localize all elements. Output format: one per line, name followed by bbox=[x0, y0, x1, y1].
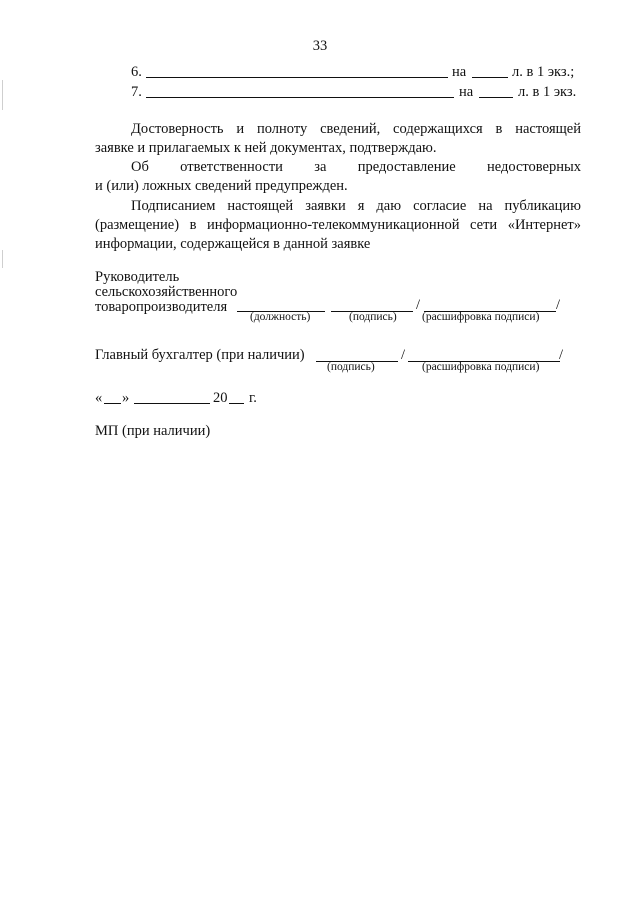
head-caption-position: (должность) bbox=[250, 311, 311, 323]
paragraph-confirmation-line2: заявке и прилагаемых к ней документах, подтверждаю. bbox=[95, 140, 437, 156]
page-number: 33 bbox=[312, 38, 328, 54]
list-item-6-sheets-blank[interactable] bbox=[472, 77, 508, 78]
head-slash-1: / bbox=[416, 297, 421, 313]
list-item-7-blank[interactable] bbox=[146, 97, 454, 98]
paragraph-confirmation-line1: Достоверность и полноту сведений, содержащихся в настоящей bbox=[131, 121, 581, 137]
accountant-slash-1: / bbox=[401, 347, 406, 363]
scan-edge-mark bbox=[2, 250, 3, 268]
paragraph-responsibility-line2: и (или) ложных сведений предупрежден. bbox=[95, 178, 348, 194]
head-caption-decoding: (расшифровка подписи) bbox=[422, 311, 540, 323]
stamp-label: МП (при наличии) bbox=[95, 423, 211, 439]
head-title-line2: сельскохозяйственного bbox=[95, 284, 238, 300]
paragraph-consent-line3: информации, содержащейся в данной заявке bbox=[95, 236, 371, 252]
date-year-suffix: г. bbox=[249, 390, 257, 406]
date-year-prefix: 20 bbox=[213, 390, 228, 406]
list-item-7-na: на bbox=[459, 84, 474, 100]
list-item-6-na: на bbox=[452, 64, 467, 80]
accountant-slash-2: / bbox=[559, 347, 564, 363]
list-item-6-number: 6. bbox=[131, 64, 142, 80]
list-item-6-suffix: л. в 1 экз.; bbox=[512, 64, 575, 80]
date-open-quote: « bbox=[95, 390, 103, 406]
scan-edge-mark bbox=[2, 80, 3, 110]
accountant-label: Главный бухгалтер (при наличии) bbox=[95, 347, 305, 363]
paragraph-responsibility-line1: Об ответственности за предоставление недостоверных bbox=[131, 159, 581, 175]
head-title-line3: товаропроизводителя bbox=[95, 299, 228, 315]
paragraph-consent-line2: (размещение) в информационно-телекоммуникационной сети «Интернет» bbox=[95, 217, 581, 233]
date-close-quote: » bbox=[122, 390, 130, 406]
list-item-7-suffix: л. в 1 экз. bbox=[518, 84, 577, 100]
head-title-line1: Руководитель bbox=[95, 269, 180, 285]
list-item-6-blank[interactable] bbox=[146, 77, 448, 78]
list-item-7-sheets-blank[interactable] bbox=[479, 97, 513, 98]
head-caption-signature: (подпись) bbox=[349, 311, 397, 323]
date-day-field[interactable] bbox=[104, 403, 121, 404]
date-month-field[interactable] bbox=[134, 403, 210, 404]
paragraph-consent-line1: Подписанием настоящей заявки я даю согласие на публикацию bbox=[131, 198, 581, 214]
head-slash-2: / bbox=[556, 297, 561, 313]
accountant-caption-signature: (подпись) bbox=[327, 361, 375, 373]
accountant-caption-decoding: (расшифровка подписи) bbox=[422, 361, 540, 373]
date-year-field[interactable] bbox=[229, 403, 244, 404]
list-item-7-number: 7. bbox=[131, 84, 142, 100]
